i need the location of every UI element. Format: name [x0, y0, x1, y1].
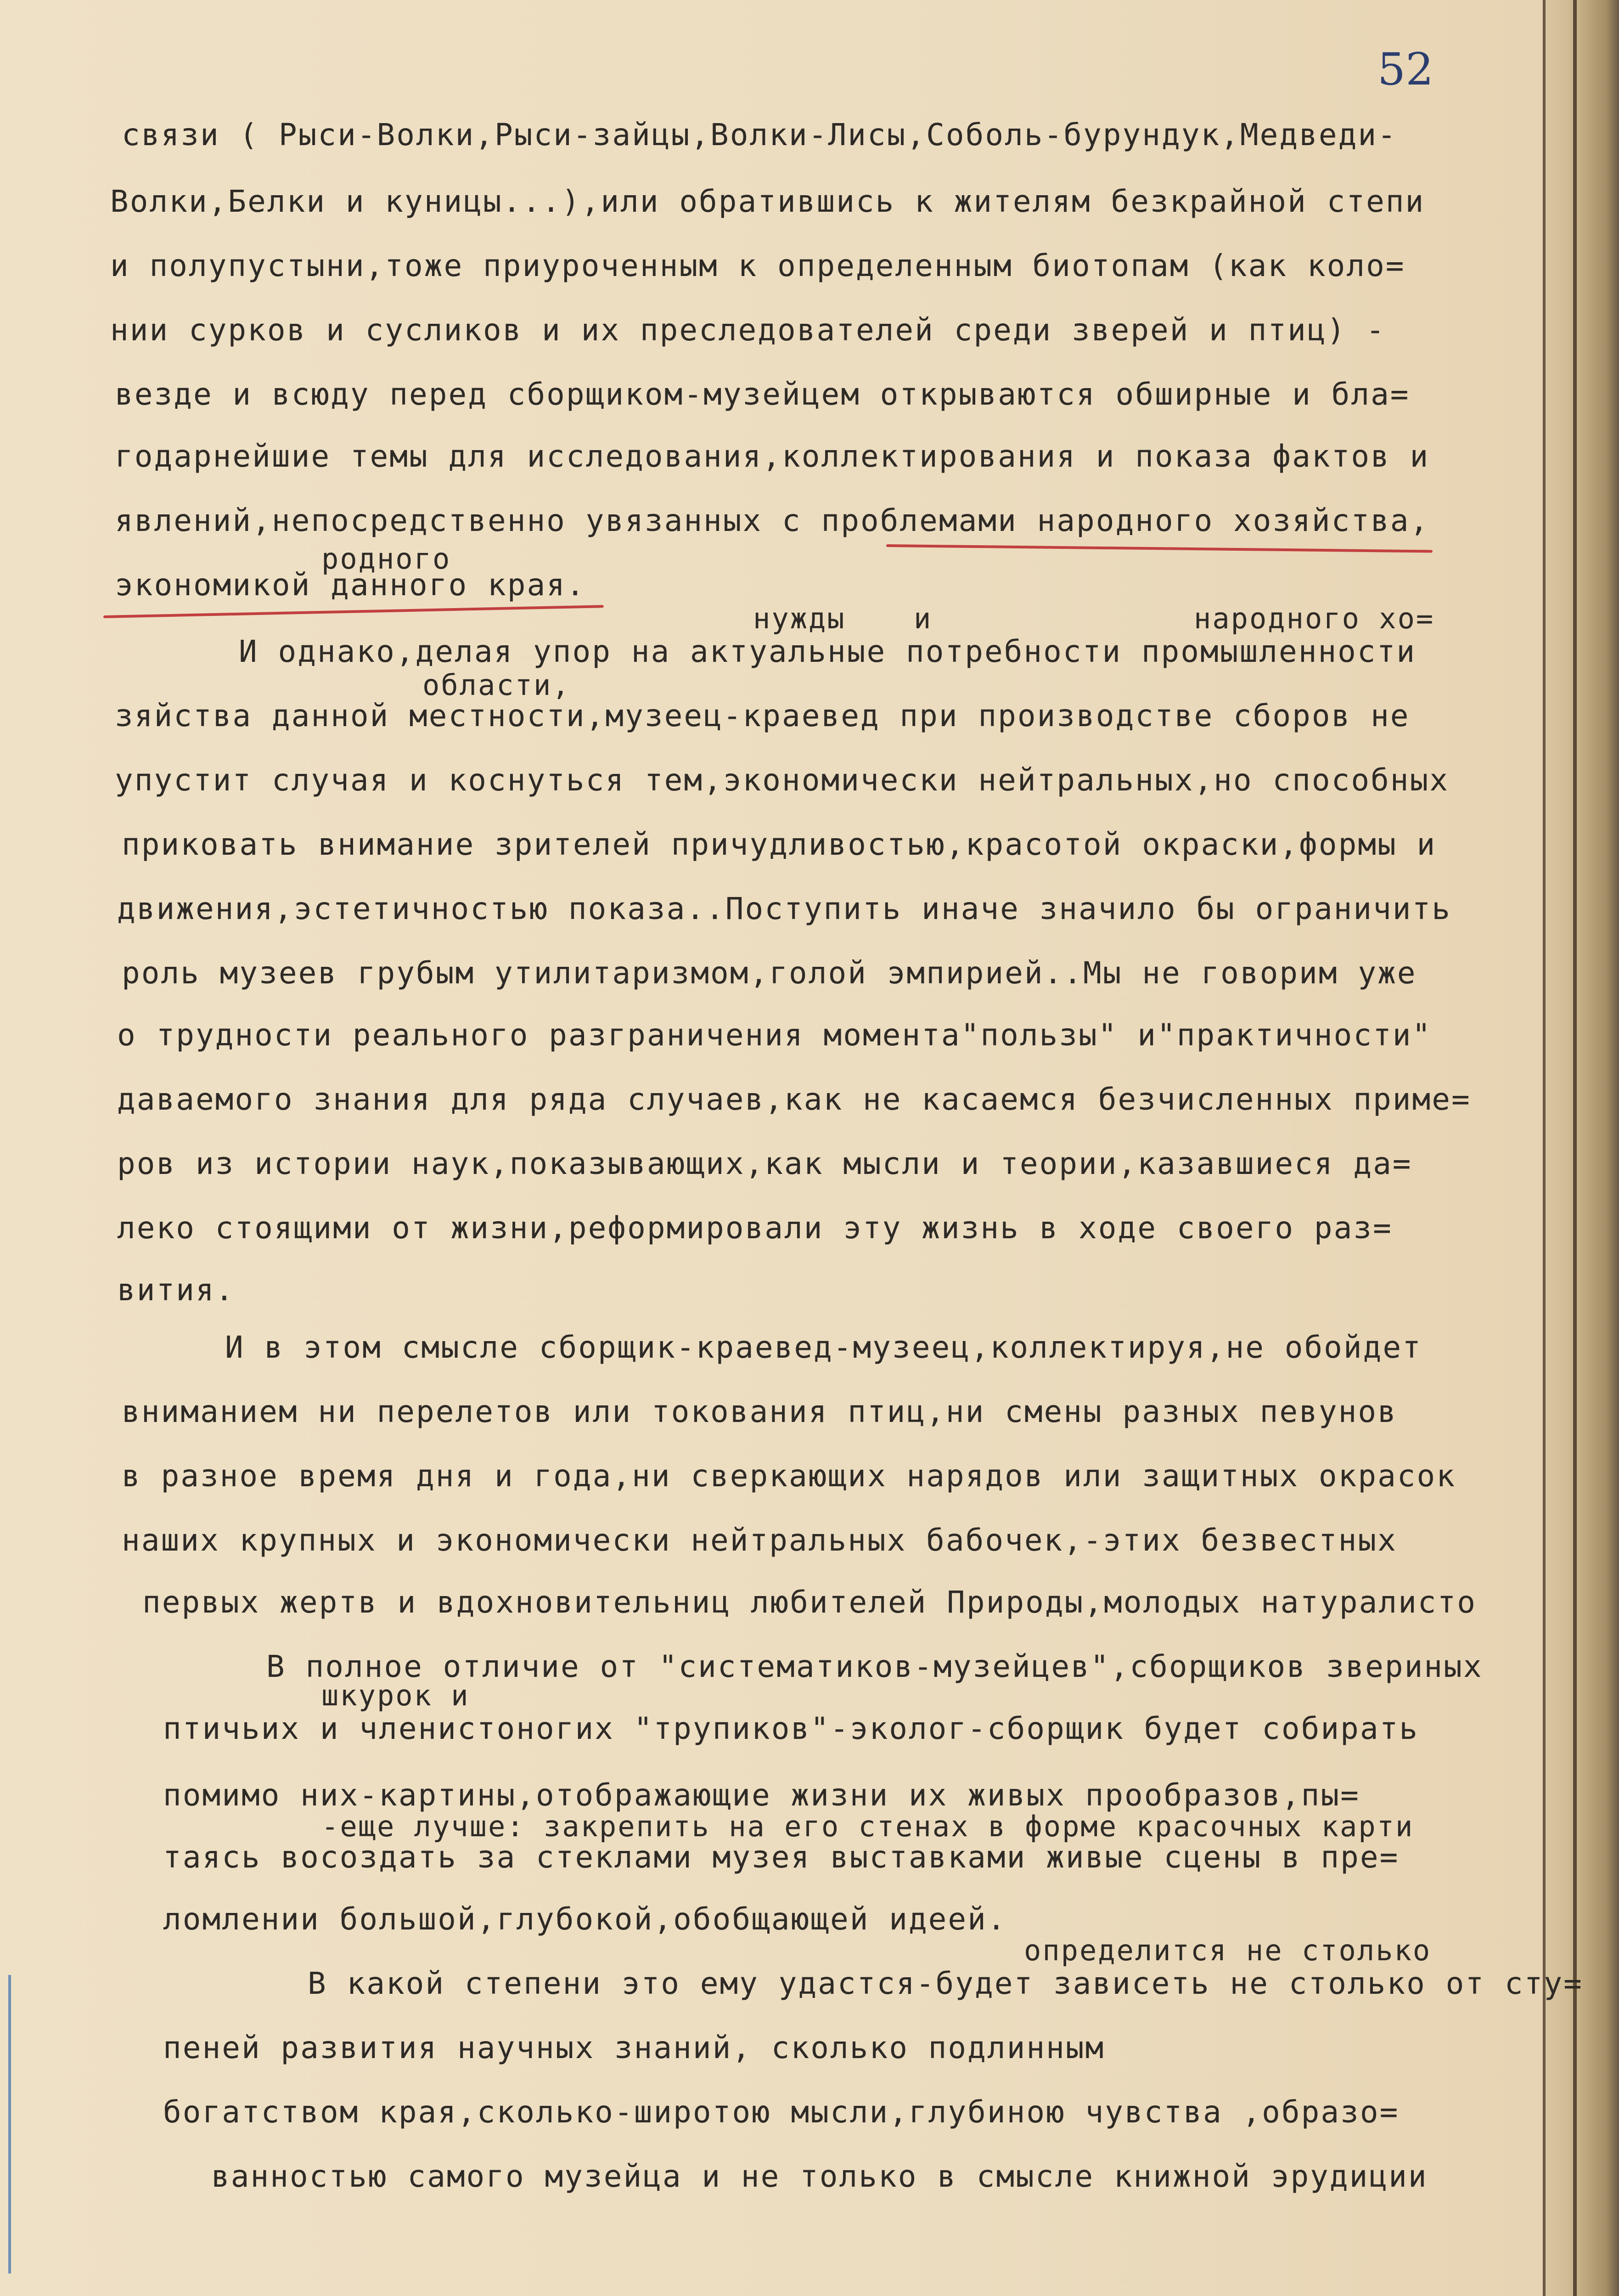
text-line: И в этом смысле сборщик-краевед-музеец,коллектируя,не обойдет — [225, 1330, 1422, 1365]
text-line: ломлении большой,глубокой,обобщающей идеей. — [163, 1901, 1007, 1937]
text-line: В полное отличие от "систематиков-музейцев",сборщиков звериных — [266, 1649, 1483, 1684]
typed-insertion: и — [914, 602, 933, 635]
text-line: помимо них-картины,отображающие жизни их живых прообразов,пы= — [163, 1777, 1360, 1813]
text-line: пеней развития научных знаний, сколько подлинным — [163, 2030, 1105, 2065]
text-line: о трудности реального разграничения момента"пользы" и"практичности" — [117, 1017, 1432, 1053]
text-line: движения,эстетичностью показа..Поступить иначе значило бы ограничить — [117, 891, 1452, 926]
typed-insertion: шкурок и — [321, 1679, 470, 1712]
typed-insertion: области, — [422, 668, 571, 702]
text-line: и полупустыни,тоже приуроченным к определенным биотопам (как коло= — [110, 248, 1405, 283]
text-line: ров из истории наук,показывающих,как мысли и теории,казавшиеся да= — [117, 1146, 1412, 1181]
red-underline — [886, 544, 1433, 553]
folio-number: 52 — [1377, 44, 1434, 95]
text-line: упустит случая и коснуться тем,экономически нейтральных,но способных — [115, 762, 1450, 798]
binding-edge — [1546, 0, 1573, 2296]
margin-pencil-mark — [8, 1975, 11, 2273]
text-line: Волки,Белки и куницы...),или обратившись к жителям безкрайной степи — [110, 184, 1425, 219]
text-line: приковать внимание зрителей причудливостью,красотой окраски,формы и — [122, 827, 1437, 862]
text-line: птичьих и членистоногих "трупиков"-эколог-сборщик будет собирать — [163, 1711, 1419, 1746]
text-line: вития. — [117, 1272, 235, 1308]
text-line: даваемого знания для ряда случаев,как не касаемся безчисленных приме= — [117, 1082, 1471, 1117]
text-line: связи ( Рыси-Волки,Рыси-зайцы,Волки-Лисы,Соболь-бурундук,Медведи- — [122, 117, 1397, 152]
text-line: годарнейшие темы для исследования,коллектирования и показа фактов и — [115, 439, 1430, 474]
typed-insertion: народного хо= — [1194, 602, 1435, 635]
text-line: И однако,делая упор на актуальные потребности промышленности — [239, 634, 1417, 669]
handwritten-insertion: родного — [321, 542, 451, 575]
text-line: первых жертв и вдохновительниц любителей Природы,молодых натуралисто — [142, 1585, 1477, 1620]
text-line: В какой степени это ему удастся-будет зависеть не столько от сту= — [308, 1966, 1583, 2001]
text-line: ванностью самого музейца и не только в смысле книжной эрудиции — [211, 2159, 1428, 2194]
text-line: леко стоящими от жизни,реформировали эту жизнь в ходе своего раз= — [117, 1210, 1393, 1246]
text-line: зяйства данной местности,музеец-краевед при производстве сборов не — [115, 698, 1410, 733]
text-line: экономикой данного края. — [115, 567, 586, 603]
binding-edge — [1577, 0, 1619, 2296]
typed-insertion: определится не столько — [1024, 1934, 1432, 1967]
text-line: явлений,непосредственно увязанных с проблемами народного хозяйства, — [115, 503, 1430, 538]
text-line: вниманием ни перелетов или токования птиц,ни смены разных певунов — [122, 1394, 1397, 1429]
text-line: таясь восоздать за стеклами музея выставками живые сцены в пре= — [163, 1839, 1400, 1875]
red-underline — [103, 605, 604, 618]
text-line: в разное время дня и года,ни сверкающих нарядов или защитных окрасок — [122, 1458, 1456, 1494]
text-line: роль музеев грубым утилитаризмом,голой эмпирией..Мы не говорим уже — [122, 955, 1417, 991]
binding-edge — [1573, 0, 1577, 2296]
text-line: наших крупных и экономически нейтральных бабочек,-этих безвестных — [122, 1523, 1397, 1558]
text-line: нии сурков и сусликов и их преследователей среди зверей и птиц) - — [110, 312, 1386, 348]
typed-insertion: нужды — [753, 602, 846, 635]
text-line: везде и всюду перед сборщиком-музейцем открываются обширные и бла= — [115, 377, 1410, 412]
text-line: богатством края,сколько-широтою мысли,глубиною чувства ,образо= — [163, 2094, 1400, 2130]
typed-insertion: -еще лучше: закрепить на его стенах в форме красочных карти — [321, 1810, 1414, 1843]
